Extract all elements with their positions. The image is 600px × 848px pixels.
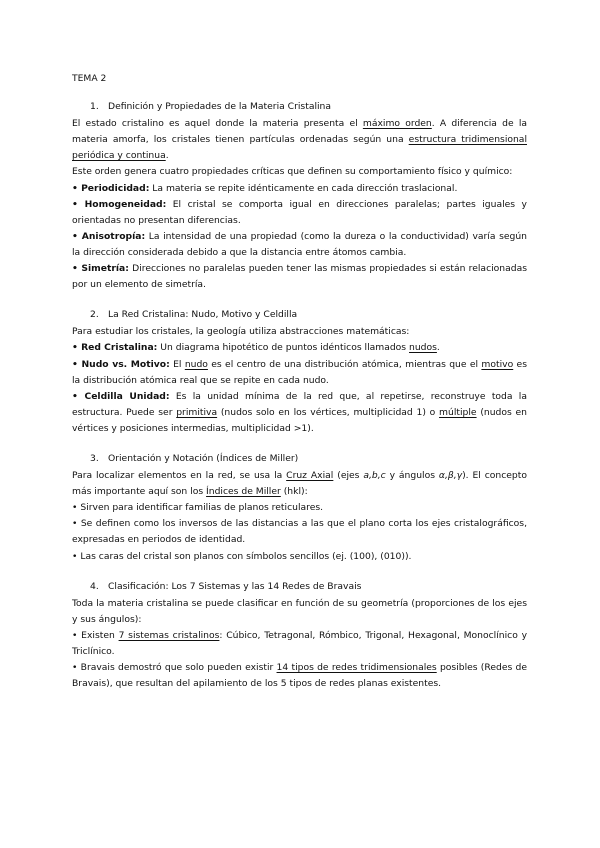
section-4-title: Clasificación: Los 7 Sistemas y las 14 Redes de Bravais <box>108 580 362 592</box>
underlined-term: Cruz Axial <box>286 470 334 482</box>
text: • Bravais demostró que solo pueden existir <box>72 662 277 674</box>
underlined-term: máximo orden <box>362 118 432 130</box>
term: • Celdilla Unidad: <box>72 390 170 402</box>
italic-symbols: α,β,γ <box>438 470 463 482</box>
section-1-intro <box>72 116 527 164</box>
text: (hkl): <box>280 486 308 498</box>
underlined-term: 7 sistemas cristalinos <box>118 629 220 641</box>
section-3-heading <box>72 451 527 467</box>
section-2-heading <box>72 307 527 323</box>
document-title: TEMA 2 <box>72 73 107 84</box>
underlined-term: motivo <box>481 358 514 370</box>
text: • Existen <box>72 629 119 641</box>
text: (nudos en vértices y posiciones intermedias, multiplicidad >1). <box>72 406 527 434</box>
section-2-number: 2. <box>90 309 99 321</box>
text: (ejes <box>333 470 364 482</box>
text: : Cúbico, Tetragonal, Rómbico, Trigonal, Hexagonal, Monoclínico y Triclínico. <box>72 629 528 657</box>
bravais-bullet-1 <box>72 628 527 660</box>
text: El <box>169 358 185 370</box>
text: es el centro de una distribución atómica, mientras que el <box>207 358 482 370</box>
property-periodicidad <box>72 181 527 197</box>
text: (nudos solo en los vértices, multiplicidad 1) o <box>217 406 440 418</box>
text: Para localizar elementos en la red, se usa la <box>72 470 287 482</box>
underlined-term: Índices de Miller <box>206 486 281 498</box>
term: • Nudo vs. Motivo: <box>72 358 170 370</box>
term: • Homogeneidad: <box>72 198 167 210</box>
bravais-bullet-2 <box>72 660 527 692</box>
section-4-heading <box>72 579 527 595</box>
text: El estado cristalino es aquel donde la materia presenta el <box>72 118 363 130</box>
underlined-term: primitiva <box>176 406 218 418</box>
section-1-title: Definición y Propiedades de la Materia Cristalina <box>108 101 332 113</box>
term: • Periodicidad: <box>72 182 150 194</box>
concept-nudo-motivo <box>72 357 527 389</box>
concept-red-cristalina <box>72 340 527 356</box>
underlined-term: nudos <box>409 342 437 354</box>
miller-bullet-3: • Las caras del cristal son planos con símbolos sencillos (ej. (100), (010)). <box>72 550 412 562</box>
section-2-lead: Para estudiar los cristales, la geología utiliza abstracciones matemáticas: <box>72 326 410 338</box>
definition: La intensidad de una propiedad (como la dureza o la conductividad) varía según la dirección considerada debido a que la distancia entre átomos cambia. <box>72 230 527 258</box>
text: ). El concepto más importante aquí son los <box>72 470 527 498</box>
text: . A diferencia de la materia amorfa, los cristales tienen partículas ordenadas según una <box>72 118 527 146</box>
section-3-number: 3. <box>90 452 99 464</box>
property-simetria <box>72 261 527 293</box>
section-1-lead: Este orden genera cuatro propiedades críticas que definen su comportamiento físico y químico: <box>72 166 513 178</box>
term: • Anisotropía: <box>72 230 146 242</box>
term: • Simetría: <box>72 263 129 275</box>
miller-bullet-1: • Sirven para identificar familias de planos reticulares. <box>72 502 324 514</box>
document-body <box>72 71 527 692</box>
property-homogeneidad <box>72 197 527 229</box>
text: es la distribución atómica real que se repite en cada nudo. <box>72 358 527 386</box>
underlined-term: estructura tridimensional periódica y continua <box>72 134 527 162</box>
text: Es la unidad mínima de la red que, al repetirse, reconstruye toda la estructura. Puede ser <box>72 390 527 418</box>
section-4-intro: Toda la materia cristalina se puede clasificar en función de su geometría (proporciones de los ejes y sus ángulos): <box>72 597 527 625</box>
section-1-heading <box>72 99 527 115</box>
miller-bullet-2: • Se definen como los inversos de las distancias a las que el plano corta los ejes cristalográficos, expresadas en periodos de identidad. <box>72 518 527 546</box>
section-1-number: 1. <box>90 101 99 113</box>
italic-symbols: a,b,c <box>363 470 386 482</box>
definition: La materia se repite idénticamente en cada dirección traslacional. <box>149 182 458 194</box>
text: y ángulos <box>385 470 439 482</box>
section-4-number: 4. <box>90 580 99 592</box>
section-3-intro <box>72 468 527 500</box>
property-anisotropia <box>72 229 527 261</box>
definition: Direcciones no paralelas pueden tener las mismas propiedades si están relacionadas por un elemento de simetría. <box>72 263 527 291</box>
section-3-title: Orientación y Notación (Índices de Miller) <box>108 452 299 464</box>
text: . <box>436 342 440 354</box>
text: . <box>165 150 169 162</box>
definition: El cristal se comporta igual en direcciones paralelas; partes iguales y orientadas no presentan diferencias. <box>72 198 527 226</box>
underlined-term: nudo <box>184 358 208 370</box>
text: Un diagrama hipotético de puntos idénticos llamados <box>157 342 410 354</box>
term: • Red Cristalina: <box>72 342 158 354</box>
underlined-term: 14 tipos de redes tridimensionales <box>276 662 437 674</box>
underlined-term: múltiple <box>439 406 477 418</box>
concept-celdilla-unidad <box>72 389 527 437</box>
section-2-title: La Red Cristalina: Nudo, Motivo y Celdilla <box>108 309 298 321</box>
text: posibles (Redes de Bravais), que resultan del apilamiento de los 5 tipos de redes planas existentes. <box>72 662 528 690</box>
